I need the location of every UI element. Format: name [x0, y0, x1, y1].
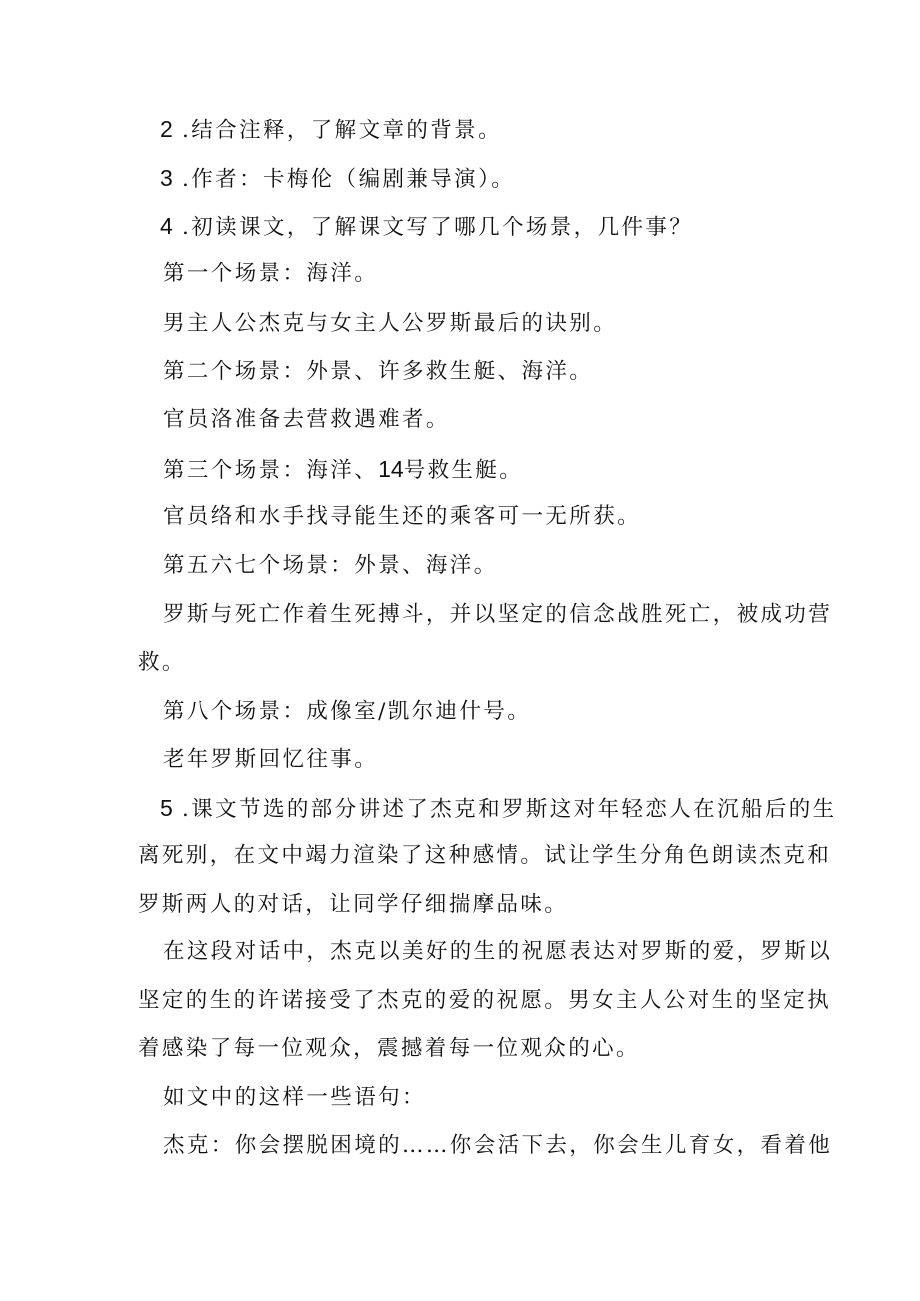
scene-567-heading: 第五六七个场景：外景、海洋。: [163, 553, 498, 578]
paragraph-line: 坚定的生的许诺接受了杰克的爱的祝愿。男女主人公对生的坚定执: [138, 988, 832, 1013]
scene-567-text-line: 救。: [138, 650, 186, 675]
item-text: .结合注释，了解文章的背景。: [172, 118, 502, 143]
scene-8-text: 老年罗斯回忆往事。: [163, 747, 379, 772]
item-text: .作者：卡梅伦（编剧兼导演）。: [172, 167, 516, 192]
item-text: .课文节选的部分讲述了杰克和罗斯这对年轻恋人在沉船后的生: [172, 797, 837, 822]
item-5: [160, 793, 837, 825]
scene-8-heading: 第八个场景：成像室/凯尔迪什号。: [163, 699, 532, 724]
boat-number: 14: [378, 456, 404, 482]
item-5-line: 罗斯两人的对话，让同学仔细揣摩品味。: [138, 892, 569, 917]
item-number: 2: [160, 116, 173, 142]
scene-2-heading: 第二个场景：外景、许多救生艇、海洋。: [163, 359, 594, 384]
scene-1-text: 男主人公杰克与女主人公罗斯最后的诀别。: [163, 311, 618, 336]
item-3: [160, 163, 515, 195]
item-number: 3: [160, 165, 173, 191]
item-number: 5: [160, 795, 173, 821]
paragraph: 如文中的这样一些语句：: [163, 1085, 426, 1110]
scene-3-text: 官员络和水手找寻能生还的乘客可一无所获。: [163, 504, 642, 529]
scene-1-heading: 第一个场景：海洋。: [163, 261, 379, 286]
item-number: 4: [160, 213, 173, 239]
quote-line: 杰克：你会摆脱困境的……你会活下去，你会生儿育女，看着他: [163, 1133, 833, 1158]
scene-3-heading-part: 第三个场景：海洋、: [163, 458, 379, 483]
scene-567-text-line: 罗斯与死亡作着生死搏斗，并以坚定的信念战胜死亡，被成功营: [163, 602, 833, 627]
item-4: [160, 211, 693, 243]
scene-2-text: 官员洛准备去营救遇难者。: [163, 407, 450, 432]
paragraph-line: 着感染了每一位观众，震撼着每一位观众的心。: [138, 1036, 640, 1061]
scene-3-heading: [163, 454, 523, 486]
paragraph-line: 在这段对话中，杰克以美好的生的祝愿表达对罗斯的爱，罗斯以: [163, 939, 833, 964]
item-text: .初读课文，了解课文写了哪几个场景，几件事？: [172, 215, 694, 240]
scene-3-heading-part: 号救生艇。: [403, 458, 524, 483]
item-5-line: 离死别，在文中竭力渲染了这种感情。试让学生分角色朗读杰克和: [138, 843, 832, 868]
item-2: [160, 114, 502, 146]
